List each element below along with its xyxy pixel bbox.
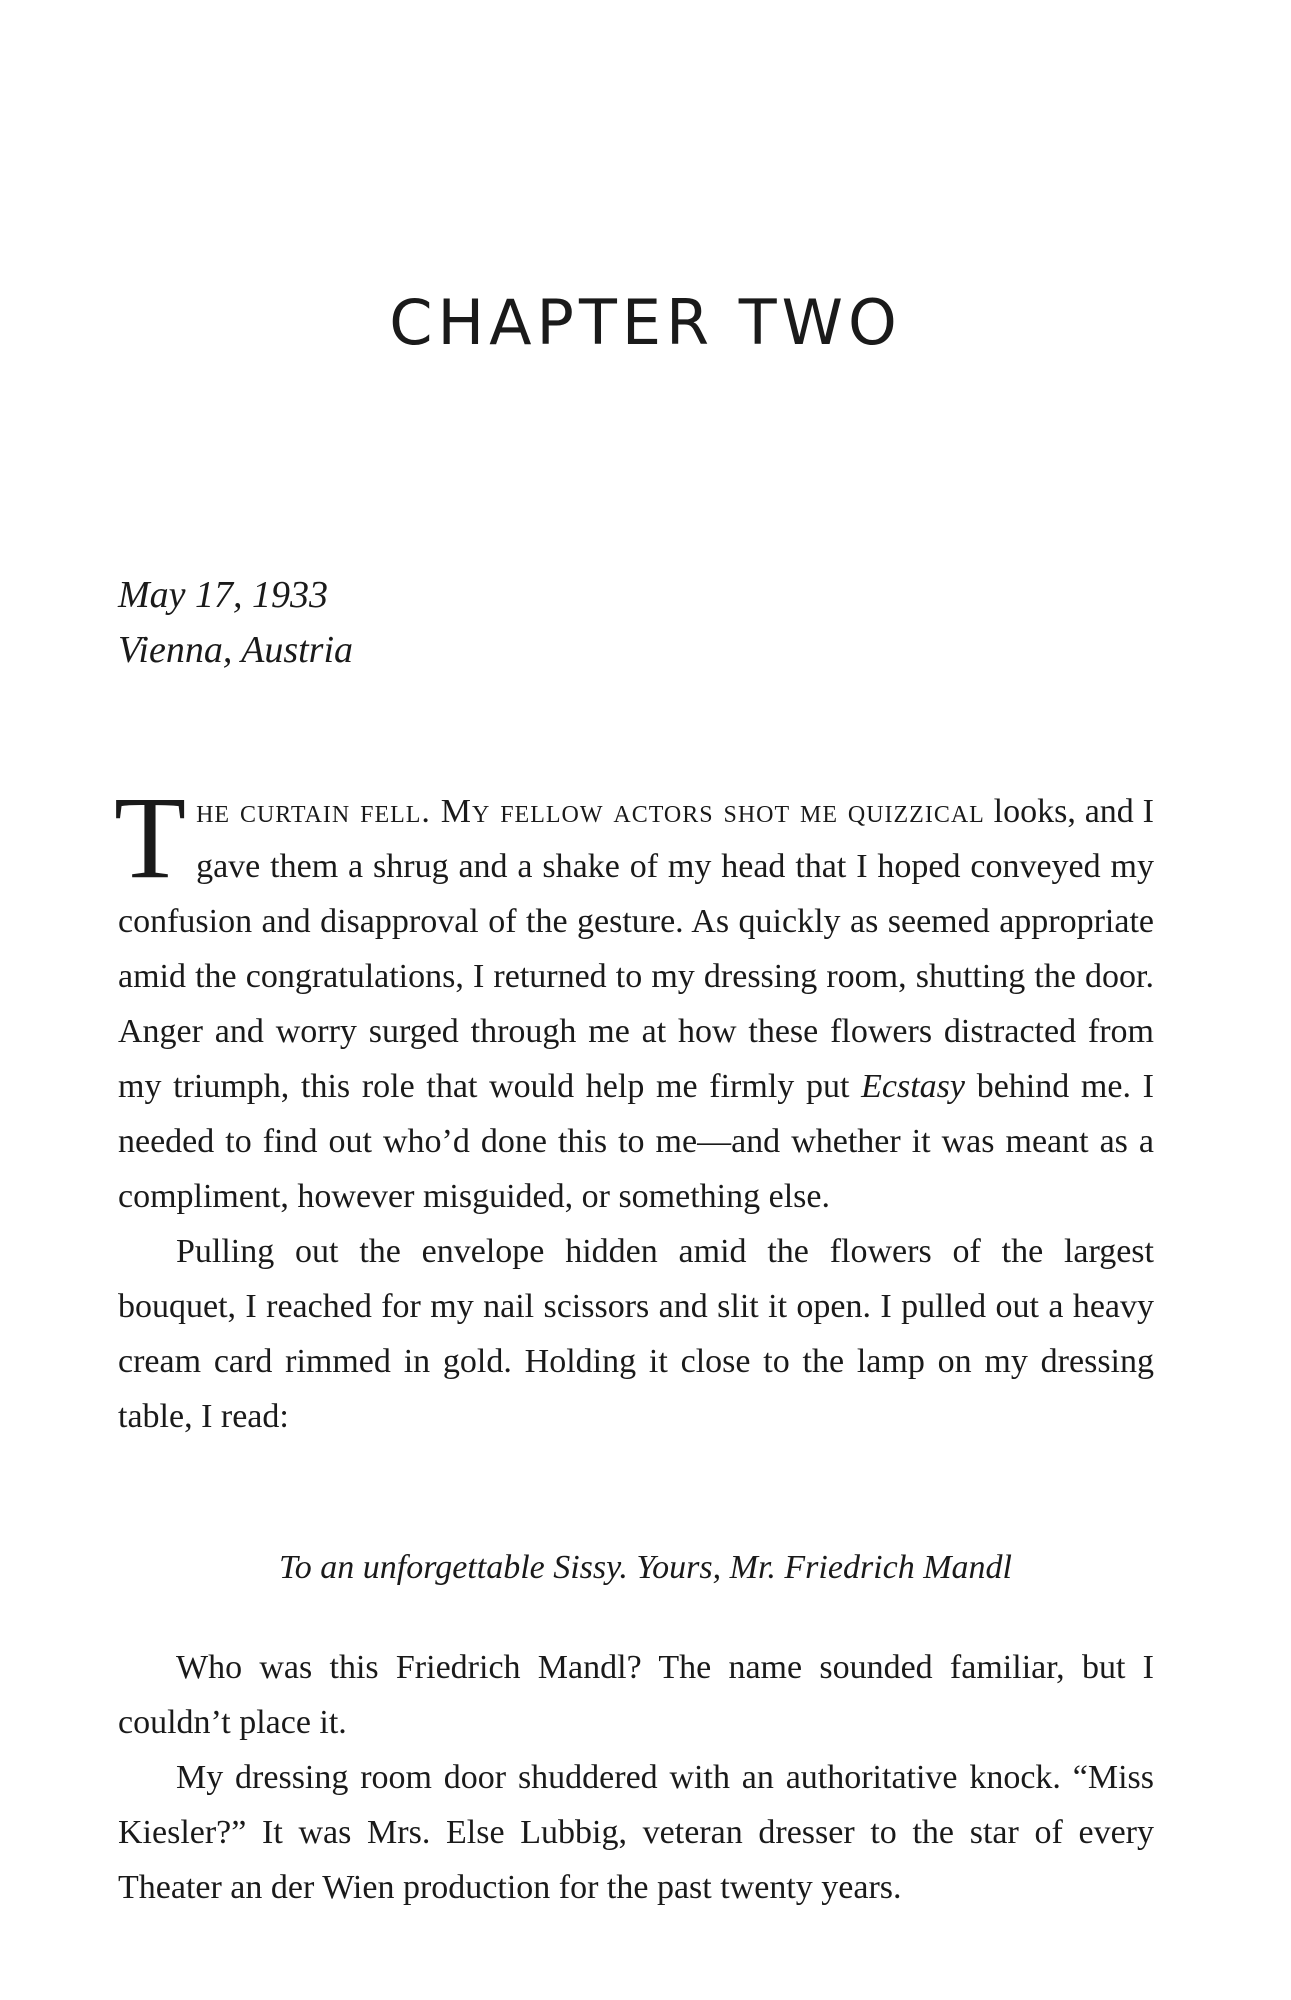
paragraph-1-text-a: looks, and I gave them a shrug and a shake of my head that I hoped conveyed my confusion and disapproval of the gesture. As quickly as seemed appropriate amid the congratulations, I returned to my dressing room, shutting the door. Anger and worry surged through me at how these flowers distracted from my triumph, this role that would help me firmly put (118, 793, 1154, 1105)
paragraph-1-italic: Ecstasy (861, 1068, 965, 1105)
drop-cap: T (114, 772, 187, 903)
chapter-title: CHAPTER TWO (389, 286, 902, 359)
opening-block (114, 772, 1154, 1444)
closing-block (118, 1640, 1154, 1915)
paragraph-4: My dressing room door shuddered with an authoritative knock. “Miss Kiesler?” It was Mrs. Else Lubbig, veteran dresser to the star of every Theater an der Wien production for the past twenty years. (118, 1759, 1154, 1906)
dateline (118, 568, 353, 678)
paragraph-1-smallcaps: he curtain fell. My fellow actors shot me quizzical (196, 793, 985, 830)
paragraph-1 (114, 772, 1154, 1224)
dateline-place: Vienna, Austria (118, 629, 354, 671)
dateline-date: May 17, 1933 (118, 574, 329, 616)
paragraph-2: Pulling out the envelope hidden amid the flowers of the largest bouquet, I reached for my nail scissors and slit it open. I pulled out a heavy cream card rimmed in gold. Holding it close to the lamp on my dressing table, I read: (118, 1233, 1154, 1435)
paragraph-1-text-b: behind me. I needed to find out who’d done this to me—and whether it was meant as a compliment, however misguided, or something else. (118, 1068, 1154, 1215)
paragraph-3: Who was this Friedrich Mandl? The name sounded familiar, but I couldn’t place it. (118, 1649, 1154, 1741)
card-inscription: To an unforgettable Sissy. Yours, Mr. Friedrich Mandl (279, 1549, 1012, 1586)
